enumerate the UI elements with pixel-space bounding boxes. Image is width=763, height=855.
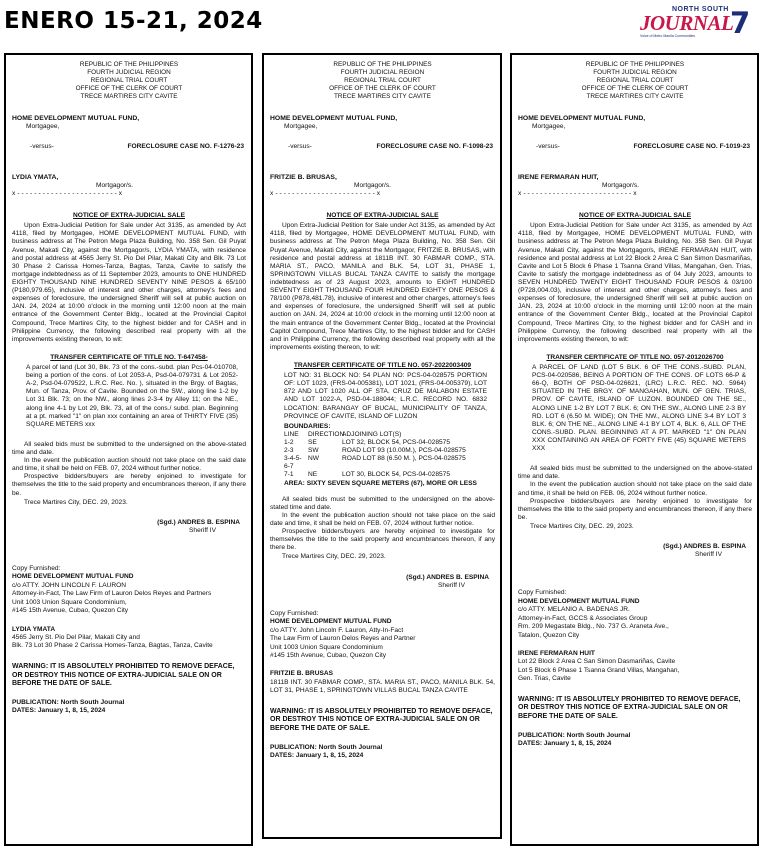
court-line: FOURTH JUDICIAL REGION xyxy=(87,69,171,76)
publication-line: PUBLICATION: North South Journal xyxy=(518,731,631,739)
boundary-line: 1-2 xyxy=(284,439,294,446)
case-number: FORECLOSURE CASE NO. F-1019-23 xyxy=(633,143,750,151)
copy-line: c/o ATTY. JOHN LINCOLN F. LAURON xyxy=(12,581,127,589)
tct-heading: TRANSFER CERTIFICATE OF TITLE NO. T-647458- xyxy=(50,353,208,361)
separator-line: x - - - - - - - - - - - - - - - - - - - - - - - - x xyxy=(12,190,123,198)
boundary-direction: NE xyxy=(308,471,318,479)
mortgagee-label: Mortgagee, xyxy=(26,123,60,131)
copy-line: #145 15th Avenue, Cubao, Quezon City xyxy=(12,607,129,615)
event-paragraph: In the event the publication auction should not take place on the said date and time, it shall be held on FEB. 07, 2024 without further notice. xyxy=(12,457,246,473)
copy-line: c/o ATTY. John Lincoln F. Lauron, Atty-In-Fact xyxy=(270,626,404,634)
sheriff-title: Sheriff IV xyxy=(695,551,722,559)
copy-line: Lot 22 Block 2 Area C San Simon Dasmariñas, Cavite xyxy=(518,658,676,666)
case-number: FORECLOSURE CASE NO. F-1098-23 xyxy=(376,143,493,151)
court-line: OFFICE OF THE CLERK OF COURT xyxy=(581,85,689,92)
boundary-line: 2-3 xyxy=(284,447,294,455)
sealed-bids-paragraph: All sealed bids must be submitted to the undersigned on the above-stated time and date. xyxy=(270,495,495,511)
notice-title: NOTICE OF EXTRA-JUDICIAL SALE xyxy=(326,212,439,220)
notice-column-3 xyxy=(510,53,759,846)
versus-label: -versus- xyxy=(288,143,312,151)
copy-line: Copy Furnished: xyxy=(270,609,319,617)
tct-heading: TRANSFER CERTIFICATE OF TITLE NO. 057-2012026700 xyxy=(546,353,724,361)
copy-line: The Law Firm of Lauron Delos Reyes and Partner xyxy=(270,635,416,643)
copy-line: 1811B INT. 30 FABMAR COMP., STA. MARIA ST., PACO, MANILA BLK. 54, LOT 31, PHASE 1, SPRINGTOWN VILLAS BUCAL TANZA CAVITE xyxy=(270,678,495,695)
issue-date-title: ENERO 15-21, 2024 xyxy=(4,8,263,34)
area-text: AREA: SIXTY SEVEN SQUARE METERS (67), MORE OR LESS xyxy=(284,479,477,487)
boundaries-header xyxy=(284,431,487,439)
notice-title: NOTICE OF EXTRA-JUDICIAL SALE xyxy=(579,212,691,220)
court-line: FOURTH JUDICIAL REGION xyxy=(340,69,425,76)
court-line: TRECE MARTIRES CITY CAVITE xyxy=(80,93,178,100)
copy-furnished xyxy=(270,610,495,696)
event-paragraph: In the event the publication auction should not take place on the said date and time, it shall be held on FEB. 07, 2024 without further notice. xyxy=(270,511,495,527)
notice-date: Trece Martires City, DEC. 29, 2023. xyxy=(24,498,128,506)
court-line: REPUBLIC OF THE PHILIPPINES xyxy=(79,61,179,68)
copy-line: IRENE FERMARAN HUIT xyxy=(518,649,595,657)
copy-line: Attorney-in-Fact, The Law Firm of Lauron Delos Reyes and Partners xyxy=(12,590,212,598)
copy-line: Unit 1003 Union Square Condominium xyxy=(270,643,383,651)
boundary-direction: NW xyxy=(308,455,319,463)
plaintiff-name: HOME DEVELOPMENT MUTUAL FUND, xyxy=(12,115,140,122)
court-line: TRECE MARTIRES CITY CAVITE xyxy=(334,93,431,100)
boundary-line: 7-1 xyxy=(284,471,294,479)
copy-line: FRITZIE B. BRUSAS xyxy=(270,670,334,678)
property-description: A parcel of land (Lot 30, Blk. 73 of the cons.-subd. plan Pcs-04-010708, being a portion of the cons. of Lot 2053-A, Psd-04-079731 & Lot 2052-A-2, Psd-04-079522, L.R.C. Rec. No. ), situated in the Brgy. of Bagtas, Mun. of Tanza, Prov. of Cavite. Bounded on the SW., along line 1-2 by Lot 31 Blk. 73; on the NW., along lines 2-3-4 by Alley 11; on the NE., along line 4-1 by Lot 29, Blk. 73, all of the cons./ subd. plan. Beginning at a pt. marked "1" on plan xxx containing an area of THIRTY FIVE (35) SQUARE METERS xxx xyxy=(26,364,238,428)
court-line: OFFICE OF THE CLERK OF COURT xyxy=(75,85,183,92)
plaintiff-name: HOME DEVELOPMENT MUTUAL FUND, xyxy=(270,115,398,122)
boundary-row xyxy=(284,455,487,471)
copy-line: HOME DEVELOPMENT MUTUAL FUND xyxy=(518,597,640,605)
logo-tagline: Voice of Metro Manila Communities xyxy=(640,34,696,38)
copy-furnished xyxy=(12,565,246,651)
defendant-name: LYDIA YMATA, xyxy=(12,173,59,181)
warning-text: WARNING: IT IS ABSOLUTELY PROHIBITED TO REMOVE DEFACE, OR DESTROY THIS NOTICE OF EXTRA-JUDICIAL SALE ON OR BEFORE THE DATE OF SALE. xyxy=(270,707,493,732)
court-line: REGIONAL TRIAL COURT xyxy=(90,77,168,84)
court-line: FOURTH JUDICIAL REGION xyxy=(593,69,677,76)
property-description: LOT NO: 31 BLOCK NO: 54 PLAN NO: PCS-04-028575 PORTION OF: LOT 1023, (FRS-04-005381), LOT 1021, (FRS-04-005379), LOT 872 AND LOT 1020 ALL OF STA. CRUZ DE MALABON ESTATE AND LOT 1022-A, PSD-04-188044; L.R.C. RECORD NO. 6832 LOCATION: BARANGAY OF BUCAL, MUNICIPALITY OF TANZA, PROVINCE OF CAVITE, ISLAND OF LUZON xyxy=(284,372,487,420)
sealed-bids-paragraph: All sealed bids must be submitted to the undersigned on the above-stated time and date. xyxy=(518,465,752,481)
publication-dates: DATES: January 1, 8, 15, 2024 xyxy=(12,706,106,714)
copy-furnished xyxy=(518,589,752,683)
notice-date: Trece Martires City, DEC. 29, 2023. xyxy=(282,553,386,561)
notice-body: Upon Extra-Judicial Petition for Sale under Act 3135, as amended by Act 4118, filed by Mortgagee, HOME DEVELOPMENT MUTUAL FUND, with business address at The Petron Mega Plaza Building, No. 358 Sen. Gil Puyat Avenue, Makati City, against the Mortgagor/s, IRENE FERMARAN HUIT, with residence and postal address at Lot 22 Block 2 Area C San Simon Dasmariñas, Cavite and Lot 5 Block 6 Phase 1 Tsanna Grand Villas, Mangahan, Gen. Trias, Cavite to satisfy the mortgage indebtedness as of 04 July 2023, amounts to SEVEN HUNDRED TWENTY EIGHT THOUSAND FOUR PESOS & 03/100 (P728,004.03), inclusive of interest and other charges, attorney's fees and expenses of foreclosure, the undersigned Sheriff will sell at public auction on JAN. 23, 2024 at 10:00 o'clock in the morning until 12:00 noon at the main entrance of the Government Center Bldg., located at the Provincial Capitol Compound, Trece Martires City, to the highest bidder and for CASH and in Philippine Currency, the following described real property with all the improvements existing thereon, to wit: xyxy=(518,222,752,343)
publication-line: PUBLICATION: North South Journal xyxy=(270,743,383,751)
north-south-journal-logo xyxy=(640,6,758,42)
boundary-row xyxy=(284,471,487,479)
versus-label: -versus- xyxy=(536,143,560,151)
boundary-adjoining: ROAD LOT 88 (6.50 M. ), PCS-04-028575 xyxy=(342,455,466,463)
warning-text: WARNING: IT IS ABSOLUTELY PROHIBITED TO REMOVE DEFACE, OR DESTROY THIS NOTICE OF EXTRA-JUDICIAL SALE ON OR BEFORE THE DATE OF SALE. xyxy=(518,695,741,720)
copy-line: LYDIA YMATA xyxy=(12,625,56,633)
boundary-col-head: ADJOINING LOT(S) xyxy=(342,430,402,438)
bidders-paragraph: Prospective bidders/buyers are hereby enjoined to investigate for themselves the title to the said property and encumbrances thereon, if any there be. xyxy=(12,473,246,497)
logo-main-text: JOURNAL xyxy=(640,11,734,35)
copy-line: c/o ATTY. MELANIO A. BADENAS JR. xyxy=(518,606,630,614)
defendant-name: IRENE FERMARAN HUIT, xyxy=(518,173,599,181)
court-line: TRECE MARTIRES CITY CAVITE xyxy=(586,93,684,100)
mortgagor-label: Mortgagor/s. xyxy=(354,181,392,189)
mortgagor-label: Mortgagor/s. xyxy=(602,181,640,189)
publication-line: PUBLICATION: North South Journal xyxy=(12,698,125,706)
mortgagee-label: Mortgagee, xyxy=(532,123,566,131)
separator-line: x - - - - - - - - - - - - - - - - - - - - - - - - x xyxy=(270,190,381,198)
copy-line: 4565 Jerry St. Pio Del Pilar, Makati City and xyxy=(12,634,140,642)
copy-line: HOME DEVELOPMENT MUTUAL FUND xyxy=(12,573,134,581)
property-description: A PARCEL OF LAND (LOT 5 BLK. 6 OF THE CONS.-SUBD. PLAN, PCS-04-020586, BEING A PORTION OF THE CONS. OF LOTS 66-P & 66-Q, BOTH OF PSD-04-026621, (LRC) L.R.C. REC. NO. 5964) SITUATED IN THE BRGY. OF MANGAHAN, MUN. OF GEN. TRIAS, PROV. OF CAVITE, ISLAND OF LUZON. BOUNDED ON THE SE., ALONG LINE 1-2 BY LOT 7 BLK. 6; ON THE SW., ALONG LINE 2-3 BY RD. LOT 6 (6.50 M. WIDE); ON THE NW., ALONG LINE 3-4 BY LOT 3 BLK. 6; ON THE NE., ALONG LINE 4-1 BY LOT 4, BLK. 6, ALL OF THE CONS.-SUBD. PLAN. BEGINNING AT A PT. MARKED "1" ON PLAN XXX CONTAINING AN AREA OF FORTY FIVE (45) SQUARE METERS XXX xyxy=(532,364,746,453)
boundary-row xyxy=(284,447,487,455)
mortgagor-label: Mortgagor/s. xyxy=(96,181,134,189)
boundary-col-head: DIRECTION xyxy=(308,430,345,438)
boundary-direction: SE xyxy=(308,439,317,446)
separator-line: x - - - - - - - - - - - - - - - - - - - - - - - - - - x xyxy=(518,190,637,198)
copy-line: Copy Furnished: xyxy=(12,564,61,572)
notice-date: Trece Martires City, DEC. 29, 2023. xyxy=(530,522,634,530)
boundary-adjoining: LOT 30, BLOCK 54, PCS-04-028575 xyxy=(342,471,451,479)
court-line: OFFICE OF THE CLERK OF COURT xyxy=(329,85,436,92)
copy-line: #145 15th Avenue, Cubao, Quezon City xyxy=(270,651,387,659)
court-line: REGIONAL TRIAL COURT xyxy=(344,77,421,84)
logo-top-text: NORTH SOUTH xyxy=(672,6,729,13)
bidders-paragraph: Prospective bidders/buyers are hereby enjoined to investigate for themselves the title to the said property and encumbrances thereon, if any there be. xyxy=(518,497,752,521)
notice-column-1 xyxy=(4,53,253,846)
court-header xyxy=(518,61,752,101)
sheriff-title: Sheriff IV xyxy=(189,526,216,534)
copy-line: Gen. Trias, Cavite xyxy=(518,675,571,683)
notice-body: Upon Extra-Judicial Petition for Sale under Act 3135, as amended by Act 4118, filed by Mortgagee, HOME DEVELOPMENT MUTUAL FUND, with business address at The Petron Mega Plaza Building, No. 358 Sen. Gil Puyat Avenue, Makati City, against the Mortgagor, FRITZIE B. BRUSAS, with residence and postal address at 1811B INT. 30 FABMAR COMP., STA. MARIA ST., PACO, MANILA and BLK. 54, LOT 31, PHASE 1, SPRINGTOWN VILLAS BUCAL TANZA CAVITE to satisfy the mortgage indebtedness as of 23 August 2023, amounts to EIGHT HUNDRED SEVENTY EIGHT THOUSAND FOUR HUNDRED EIGHTY ONE PESOS & 78/100 (P878,481.78), inclusive of interest and other charges, attorney's fees and expenses of foreclosure, the undersigned Sheriff will sell at public auction on JAN. 24, 2024 at 10:00 o'clock in the morning until 12:00 noon at the main entrance of the Government Center Bldg., located at the Provincial Capitol Compound, Trece Martires City, to the highest bidder and for CASH and in Philippine Currency, the following described real property with all the improvements existing thereon, to wit: xyxy=(270,222,495,351)
sheriff-title: Sheriff IV xyxy=(438,581,465,589)
notice-title: NOTICE OF EXTRA-JUDICIAL SALE xyxy=(73,212,185,220)
bidders-paragraph: Prospective bidders/buyers are hereby enjoined to investigate for themselves the title to the said property and encumbrances thereon, if any there be. xyxy=(270,528,495,552)
court-header xyxy=(270,61,495,101)
boundary-col-head: LINE xyxy=(284,430,299,438)
copy-line: Tatalon, Quezon City xyxy=(518,631,580,639)
versus-label: -versus- xyxy=(30,143,54,151)
defendant-name: FRITZIE B. BRUSAS, xyxy=(270,173,337,181)
court-line: REGIONAL TRIAL COURT xyxy=(596,77,674,84)
court-line: REPUBLIC OF THE PHILIPPINES xyxy=(333,61,432,68)
copy-line: Copy Furnished: xyxy=(518,589,567,597)
sheriff-signature: (Sgd.) ANDRES B. ESPINA xyxy=(157,518,240,526)
copy-line: Rm. 209 Megastate Bldg., No. 737 G. Araneta Ave., xyxy=(518,623,669,631)
notice-column-2 xyxy=(262,53,502,839)
boundary-adjoining: LOT 32, BLOCK 54, PCS-04-028575 xyxy=(342,439,451,446)
boundary-row xyxy=(284,439,487,447)
boundary-line: 3-4-5-6-7 xyxy=(284,455,302,471)
event-paragraph: In the event the publication auction should not take place on the said date and time, it shall be held on FEB. 06, 2024 without further notice. xyxy=(518,481,752,497)
sealed-bids-paragraph: All sealed bids must be submitted to the undersigned on the above-stated time and date. xyxy=(12,440,246,456)
copy-line: Unit 1003 Union Square Condominium, xyxy=(12,598,127,606)
tct-heading: TRANSFER CERTIFICATE OF TITLE NO. 057-2022003409 xyxy=(293,362,472,370)
copy-line: Attorney-in-Fact, GCCS & Associates Group xyxy=(518,614,648,622)
boundary-adjoining: ROAD LOT 93 (10.00M.), PCS-04-028575 xyxy=(342,447,466,455)
masthead xyxy=(0,0,763,44)
versus-row xyxy=(518,143,752,151)
copy-line: HOME DEVELOPMENT MUTUAL FUND xyxy=(270,618,392,626)
publication-dates: DATES: January 1, 8, 15, 2024 xyxy=(270,751,364,759)
versus-row xyxy=(270,143,495,151)
publication-dates: DATES: January 1, 8, 15, 2024 xyxy=(518,739,612,747)
page-number: 7 xyxy=(730,6,751,40)
plaintiff-name: HOME DEVELOPMENT MUTUAL FUND, xyxy=(518,115,646,122)
court-line: REPUBLIC OF THE PHILIPPINES xyxy=(585,61,685,68)
warning-text: WARNING: IT IS ABSOLUTELY PROHIBITED TO REMOVE DEFACE, OR DESTROY THIS NOTICE OF EXTRA-JUDICIAL SALE ON OR BEFORE THE DATE OF SALE. xyxy=(12,662,235,688)
copy-line: Blk. 73 Lot 30 Phase 2 Carissa Homes-Tanza, Bagtas, Tanza, Cavite xyxy=(12,642,213,650)
copy-line: Lot 5 Block 6 Phase 1 Tsanna Grand Villas, Mangahan, xyxy=(518,666,680,674)
mortgagee-label: Mortgagee, xyxy=(284,123,318,131)
sheriff-signature: (Sgd.) ANDRES B. ESPINA xyxy=(663,543,746,551)
court-header xyxy=(12,61,246,101)
boundaries-label: BOUNDARIES: xyxy=(284,422,331,430)
boundaries-block xyxy=(270,423,495,488)
case-number: FORECLOSURE CASE NO. F-1276-23 xyxy=(127,143,244,151)
notice-body: Upon Extra-Judicial Petition for Sale under Act 3135, as amended by Act 4118, filed by Mortgagee, HOME DEVELOPMENT MUTUAL FUND, with business address at The Petron Mega Plaza Building, No. 358 Sen. Gil Puyat Avenue, Makati City, against the Mortgagor/s, LYDIA YMATA, with residence and postal address at 4565 Jerry St. Pio Del Pilar, Makati City and Blk. 73 Lot 30 Phase 2 Carissa Homes-Tanza, Bagtas, Tanza, Cavite to satisfy the mortgage indebtedness as of 11 September 2023, amounts to ONE HUNDRED EIGHTY THOUSAND NINE HUNDRED SEVENTY NINE PESOS & 65/100 (P180,979.65), inclusive of interest and other charges, attorney's fees and expenses of foreclosure, the undersigned Sheriff will sell at public auction on JAN. 24, 2024 at 10:00 o'clock in the morning until 12:00 noon at the main entrance of the Government Center Bldg., located at the Provincial Capitol Compound, Trece Martires City, to the highest bidder and for CASH and in Philippine Currency, the following described real property with all the improvements existing thereon, to wit: xyxy=(12,222,246,343)
sheriff-signature: (Sgd.) ANDRES B. ESPINA xyxy=(406,573,489,581)
versus-row xyxy=(12,143,246,151)
boundary-direction: SW xyxy=(308,447,319,455)
